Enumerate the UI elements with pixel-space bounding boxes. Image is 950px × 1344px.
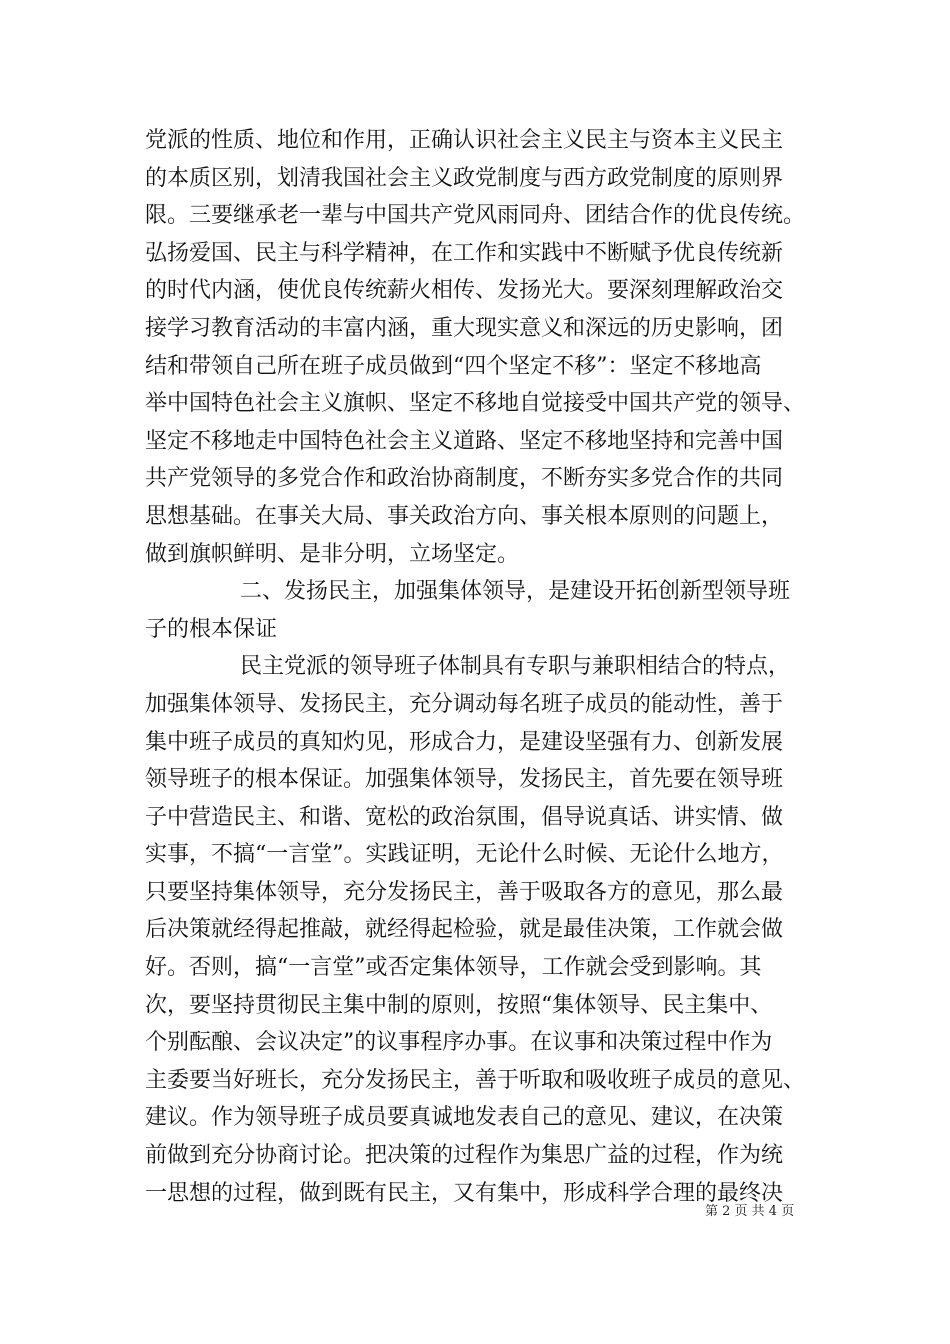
text-line: 后决策就经得起推敲，就经得起检验，就是最佳决策，工作就会做 [145,917,784,943]
text-line: 子中营造民主、和谐、宽松的政治氛围，倡导说真话、讲实情、做 [145,804,784,830]
text-line: 集中班子成员的真知灼见，形成合力，是建设坚强有力、创新发展 [145,729,784,755]
text-line: 的本质区别，划清我国社会主义政党制度与西方政党制度的原则界 [145,165,784,191]
text-line: 实事，不搞“一言堂”。实践证明，无论什么时候、无论什么地方， [145,842,784,868]
body-text [145,122,825,1212]
text-line: 加强集体领导、发扬民主，充分调动每名班子成员的能动性，善于 [145,691,784,717]
text-line: 思想基础。在事关大局、事关政治方向、事关根本原则的问题上， [145,503,784,529]
text-line: 弘扬爱国、民主与科学精神，在工作和实践中不断赋予优良传统新 [145,240,784,266]
text-line: 共产党领导的多党合作和政治协商制度，不断夯实多党合作的共同 [145,466,784,492]
text-line: 个别酝酿、会议决定”的议事程序办事。在议事和决策过程中作为 [145,1030,773,1056]
text-line: 党派的性质、地位和作用，正确认识社会主义民主与资本主义民主 [145,128,784,153]
text-line: 坚定不移地走中国特色社会主义道路、坚定不移地坚持和完善中国 [145,428,784,454]
text-line: 前做到充分协商讨论。把决策的过程作为集思广益的过程，作为统 [145,1143,784,1169]
page-number: 第 2 页 共 4 页 [705,1204,795,1219]
text-line: 举中国特色社会主义旗帜、坚定不移地自觉接受中国共产党的领导、 [145,391,806,417]
text-line: 只要坚持集体领导，充分发扬民主，善于吸取各方的意见，那么最 [145,879,784,905]
text-line: 好。否则，搞“一言堂”或否定集体领导，工作就会受到影响。其 [145,955,762,981]
text-line: 限。三要继承老一辈与中国共产党风雨同舟、团结合作的优良传统。 [145,203,806,229]
text-line: 的时代内涵，使优良传统薪火相传、发扬光大。要深刻理解政治交 [145,278,784,304]
text-line: 建议。作为领导班子成员要真诚地发表自己的意见、建议，在决策 [145,1105,784,1131]
section-heading: 二、发扬民主，加强集体领导，是建设开拓创新型领导班 [240,579,791,605]
text-line: 结和带领自己所在班子成员做到“四个坚定不移”：坚定不移地高 [145,353,762,379]
text-line: 次，要坚持贯彻民主集中制的原则，按照“集体领导、民主集中、 [145,992,773,1018]
paragraph-start: 民主党派的领导班子体制具有专职与兼职相结合的特点， [240,654,791,680]
text-line: 一思想的过程，做到既有民主，又有集中，形成科学合理的最终决 [145,1180,784,1206]
text-line: 主委要当好班长，充分发扬民主，善于听取和吸收班子成员的意见、 [145,1067,806,1093]
section-heading-continued: 子的根本保证 [145,616,278,642]
text-line: 接学习教育活动的丰富内涵，重大现实意义和深远的历史影响，团 [145,315,784,341]
text-line: 做到旗帜鲜明、是非分明，立场坚定。 [145,541,520,567]
text-line: 领导班子的根本保证。加强集体领导，发扬民主，首先要在领导班 [145,767,784,793]
